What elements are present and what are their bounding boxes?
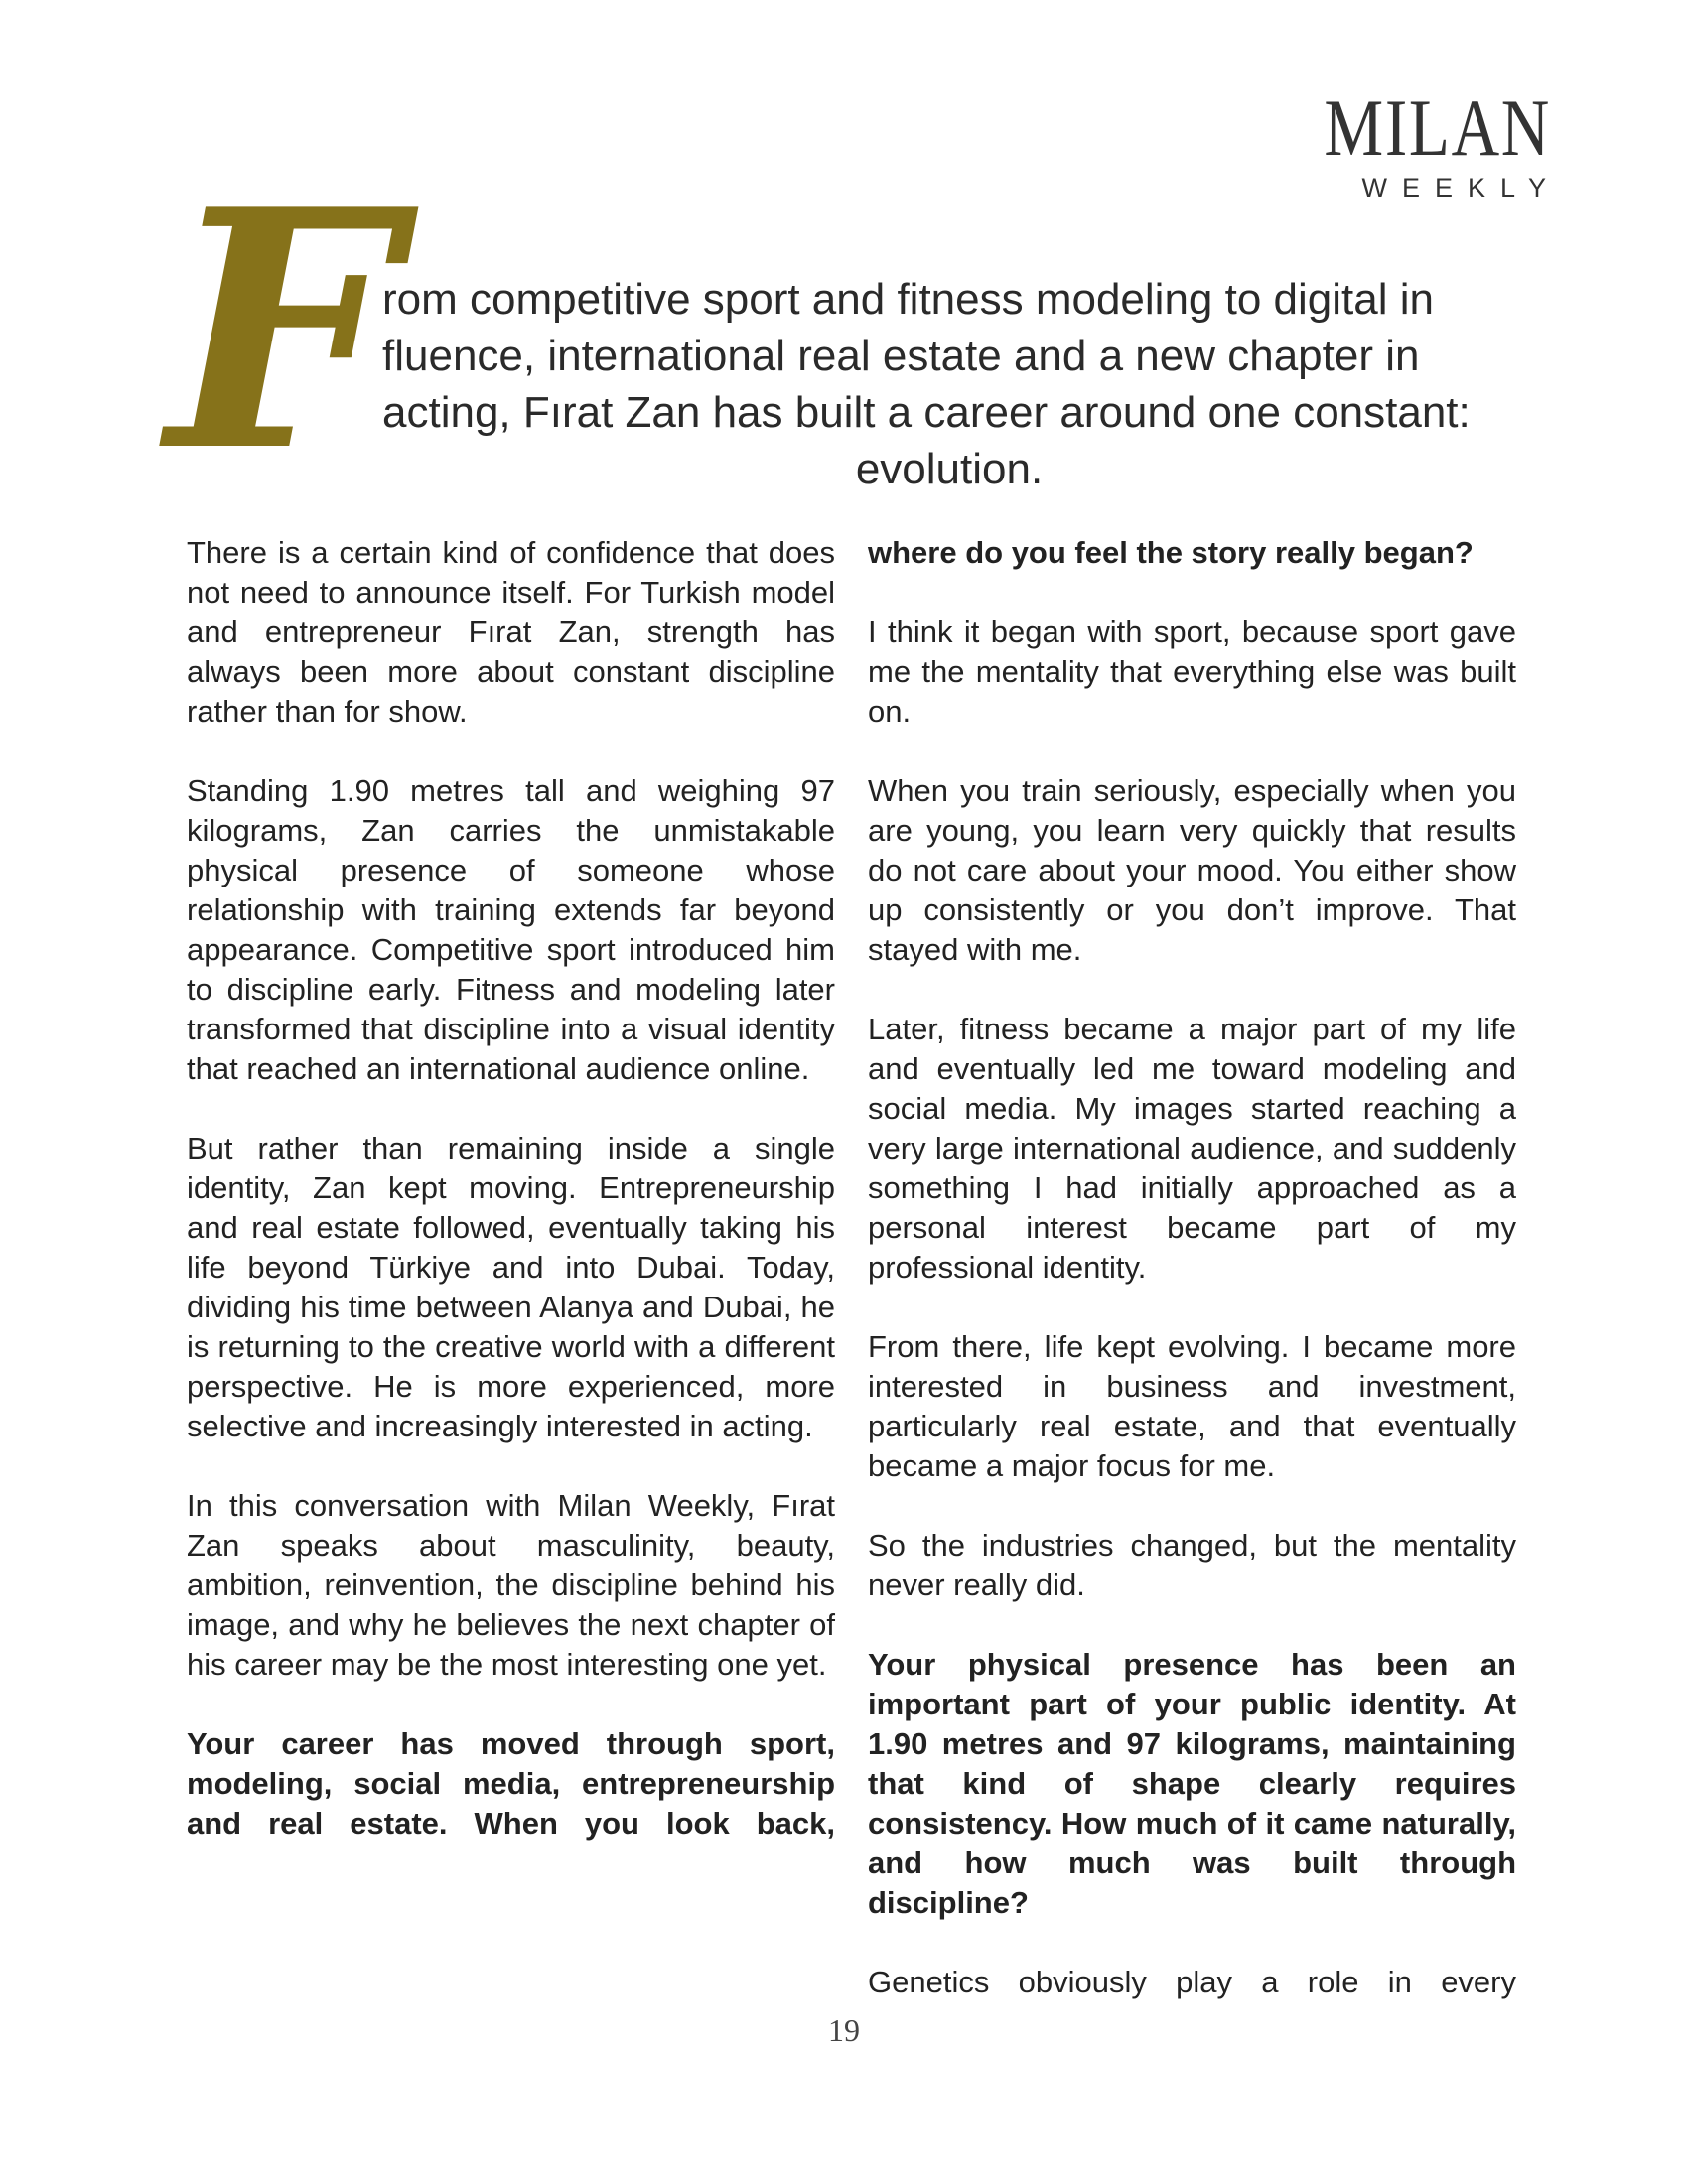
body-paragraph: In this conversation with Milan Weekly, Fırat Zan speaks about masculinity, beauty, ambition, reinvention, the discipline behind his image, and why he believes the next chapter of his career may be the most interesting one yet. bbox=[187, 1488, 835, 1682]
masthead-subtitle: WEEKLY bbox=[1361, 173, 1561, 203]
lead-paragraph: rom competitive sport and fitness modeling to digital in fluence, international real estate and a new chapter in acting, Fırat Zan has built a career around one constant: bbox=[382, 275, 1471, 437]
lead-paragraph-tail: evolution. bbox=[855, 445, 1044, 493]
answer-paragraph: When you train seriously, especially when you are young, you learn very quickly that results do not care about your mood. You either show up consistently or you don’t improve. That stayed with me. bbox=[868, 773, 1516, 967]
interview-question: Your career has moved through sport, modeling, social media, entrepreneurship and real estate. When you look back, bbox=[187, 1726, 835, 1841]
answer-paragraph: So the industries changed, but the mentality never really did. bbox=[868, 1528, 1516, 1602]
body-paragraph: There is a certain kind of confidence that does not need to announce itself. For Turkish model and entrepreneur Fırat Zan, strength has always been more about constant discipline rather than for show. bbox=[187, 535, 835, 729]
answer-paragraph: Later, fitness became a major part of my life and eventually led me toward modeling and social media. My images started reaching a very large international audience, and suddenly something I had initially approached as a personal interest became part of my professional identity. bbox=[868, 1012, 1516, 1285]
left-column bbox=[187, 533, 835, 1843]
body-paragraph: But rather than remaining inside a single identity, Zan kept moving. Entrepreneurship and real estate followed, eventually taking his life beyond Türkiye and into Dubai. Today, dividing his time between Alanya and Dubai, he is returning to the creative world with a different perspective. He is more experienced, more selective and increasingly interested in acting. bbox=[187, 1131, 835, 1443]
page-number: 19 bbox=[828, 2012, 860, 2048]
interview-question: where do you feel the story really began? bbox=[868, 535, 1474, 570]
answer-paragraph: Genetics obviously play a role in every bbox=[868, 1965, 1516, 1999]
answer-paragraph: From there, life kept evolving. I became more interested in business and investment, particularly real estate, and that eventually became a major focus for me. bbox=[868, 1329, 1516, 1483]
body-paragraph: Standing 1.90 metres tall and weighing 97 kilograms, Zan carries the unmistakable physical presence of someone whose relationship with training extends far beyond appearance. Competitive sport introduced him to discipline early. Fitness and modeling later transformed that discipline into a visual identity that reached an international audience online. bbox=[187, 773, 835, 1086]
drop-cap: F bbox=[167, 138, 400, 523]
masthead-title: MILAN bbox=[1324, 82, 1551, 173]
interview-question: Your physical presence has been an important part of your public identity. At 1.90 metres and 97 kilograms, maintaining that kind of shape clearly requires consistency. How much of it came naturally, and how much was built through discipline? bbox=[868, 1647, 1516, 1920]
right-column bbox=[868, 533, 1516, 2002]
answer-paragraph: I think it began with sport, because sport gave me the mentality that everything else was built on. bbox=[868, 614, 1516, 729]
masthead-logo bbox=[1194, 82, 1561, 204]
